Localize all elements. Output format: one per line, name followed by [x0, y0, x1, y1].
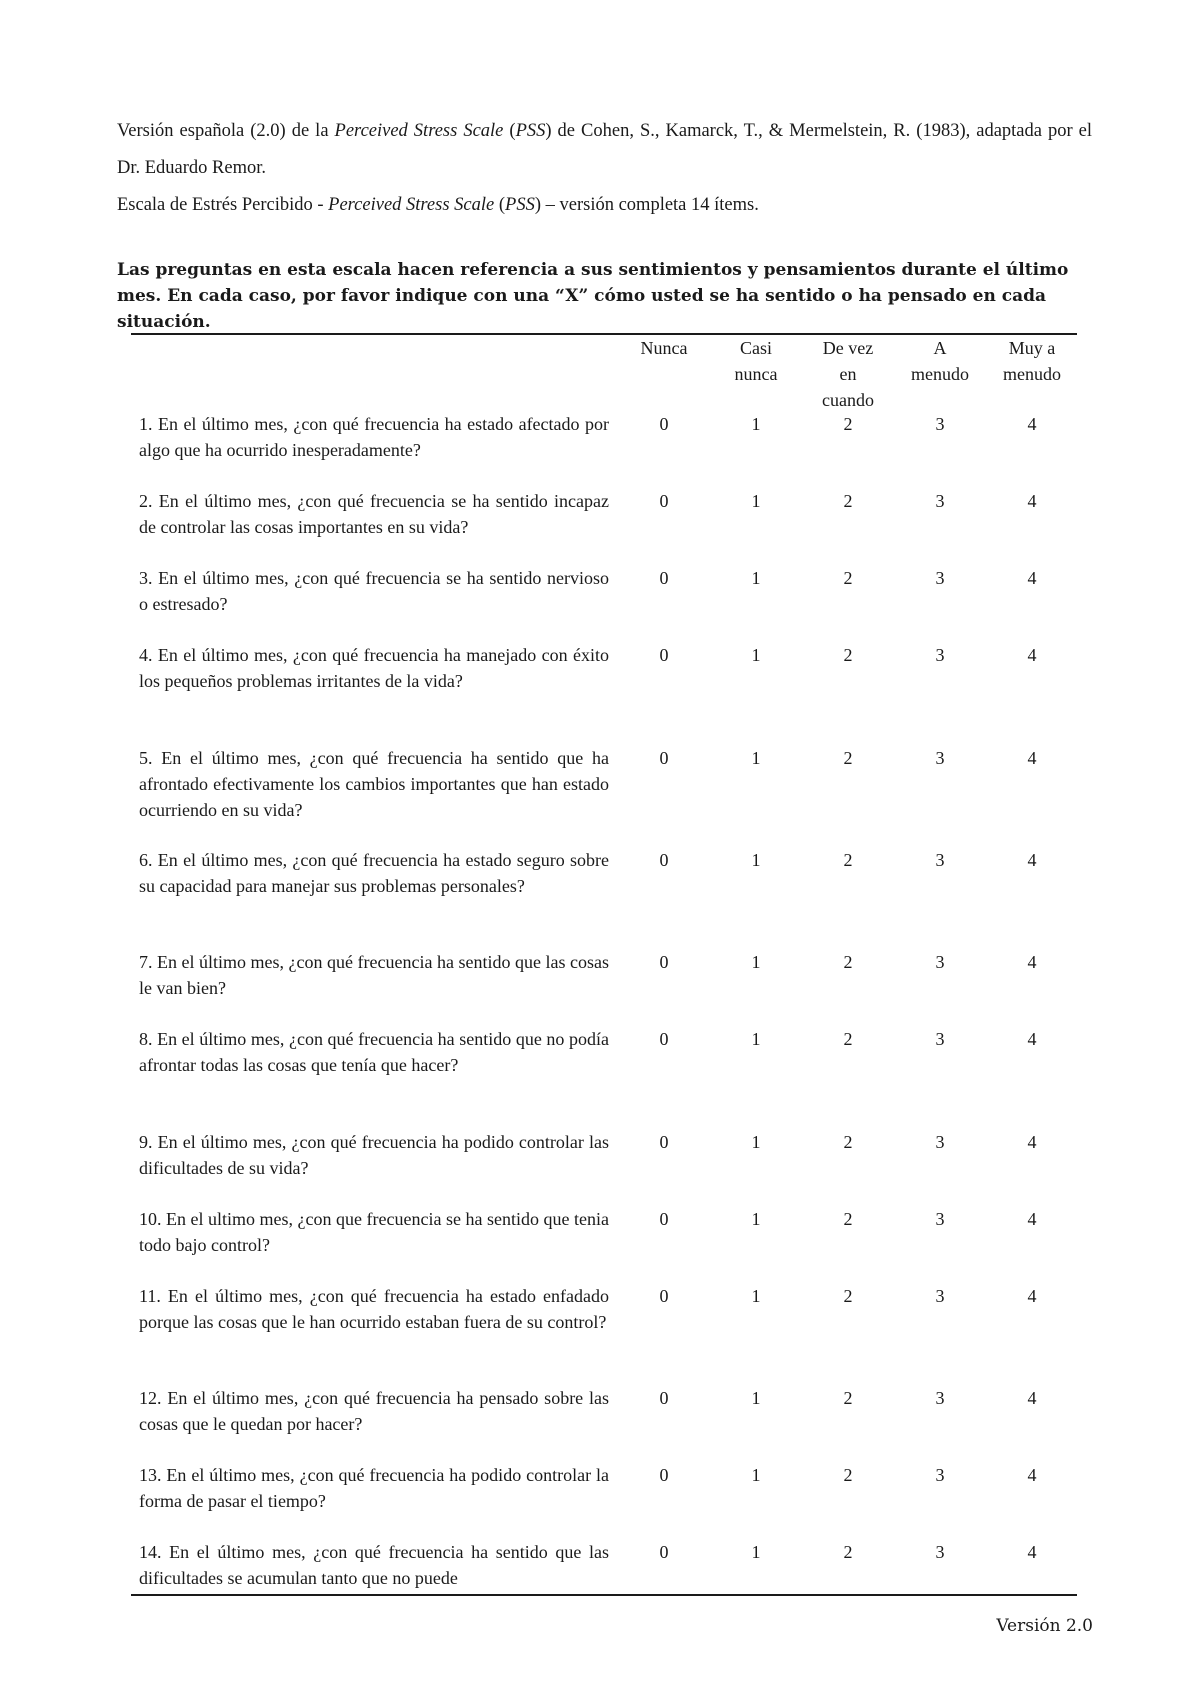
- question-text: 2. En el último mes, ¿con qué frecuencia se ha sentido incapaz de controlar las cosas importantes en su vida?: [139, 491, 609, 537]
- column-header-line: en: [839, 364, 857, 384]
- score-option[interactable]: 0: [659, 645, 669, 665]
- score-option[interactable]: 0: [659, 952, 669, 972]
- score-option[interactable]: 1: [751, 568, 761, 588]
- subtitle-paren: (: [494, 195, 506, 215]
- score-option[interactable]: 4: [1027, 1209, 1037, 1229]
- score-option[interactable]: 1: [751, 491, 761, 511]
- citation-scale-title: Perceived Stress Scale: [334, 121, 504, 141]
- column-header-line: cuando: [822, 390, 874, 410]
- question-item: [139, 1206, 609, 1258]
- score-option[interactable]: 3: [935, 1209, 945, 1229]
- question-text: 6. En el último mes, ¿con qué frecuencia ha estado seguro sobre su capacidad para manejar sus problemas personales?: [139, 850, 609, 896]
- version-footer: Versión 2.0: [996, 1616, 1093, 1636]
- column-header-line: A: [933, 338, 947, 358]
- question-item: [139, 1026, 609, 1078]
- question-item: [139, 488, 609, 540]
- score-option[interactable]: 2: [843, 1388, 853, 1408]
- column-header-line: Muy a: [1008, 338, 1056, 358]
- table-bottom-rule: [131, 1594, 1077, 1596]
- score-option[interactable]: 2: [843, 645, 853, 665]
- scale-subtitle: [117, 187, 1092, 224]
- score-option[interactable]: 4: [1027, 1542, 1037, 1562]
- question-text: 10. En el ultimo mes, ¿con que frecuencia se ha sentido que tenia todo bajo control?: [139, 1209, 609, 1255]
- question-text: 9. En el último mes, ¿con qué frecuencia ha podido controlar las dificultades de su vida?: [139, 1132, 609, 1178]
- score-option[interactable]: 4: [1027, 850, 1037, 870]
- instructions-text: Las preguntas en esta escala hacen referencia a sus sentimientos y pensamientos durante el último mes. En cada caso, por favor indique con una “X” cómo usted se ha sentido o ha pensado en cada situación.: [117, 260, 1069, 332]
- score-option[interactable]: 0: [659, 414, 669, 434]
- score-option[interactable]: 4: [1027, 1132, 1037, 1152]
- question-text: 7. En el último mes, ¿con qué frecuencia ha sentido que las cosas le van bien?: [139, 952, 609, 998]
- column-header-line: Nunca: [640, 338, 688, 358]
- score-option[interactable]: 0: [659, 1029, 669, 1049]
- score-option[interactable]: 1: [751, 1029, 761, 1049]
- score-option[interactable]: 2: [843, 1465, 853, 1485]
- question-item: [139, 949, 609, 1001]
- score-option[interactable]: 1: [751, 1388, 761, 1408]
- score-option[interactable]: 4: [1027, 414, 1037, 434]
- column-header: [802, 335, 894, 413]
- score-option[interactable]: 4: [1027, 952, 1037, 972]
- score-option[interactable]: 4: [1027, 1029, 1037, 1049]
- question-text: 13. En el último mes, ¿con qué frecuencia ha podido controlar la forma de pasar el tiempo?: [139, 1465, 609, 1511]
- score-option[interactable]: 2: [843, 1132, 853, 1152]
- score-option[interactable]: 1: [751, 1209, 761, 1229]
- score-option[interactable]: 0: [659, 1388, 669, 1408]
- column-header: [710, 335, 802, 387]
- score-option[interactable]: 1: [751, 850, 761, 870]
- question-text: 3. En el último mes, ¿con qué frecuencia se ha sentido nervioso o estresado?: [139, 568, 609, 614]
- question-text: 12. En el último mes, ¿con qué frecuencia ha pensado sobre las cosas que le quedan por hacer?: [139, 1388, 609, 1434]
- question-text: 14. En el último mes, ¿con qué frecuencia ha sentido que las dificultades se acumulan tanto que no puede: [139, 1542, 609, 1588]
- citation-line: [117, 113, 1092, 187]
- score-option[interactable]: 0: [659, 1132, 669, 1152]
- score-option[interactable]: 1: [751, 1465, 761, 1485]
- column-header-line: menudo: [1003, 364, 1061, 384]
- question-text: 5. En el último mes, ¿con qué frecuencia ha sentido que ha afrontado efectivamente los cambios importantes que han estado ocurriendo en su vida?: [139, 748, 609, 820]
- score-option[interactable]: 3: [935, 491, 945, 511]
- question-item: [139, 847, 609, 899]
- score-option[interactable]: 3: [935, 414, 945, 434]
- question-text: 1. En el último mes, ¿con qué frecuencia ha estado afectado por algo que ha ocurrido inesperadamente?: [139, 414, 609, 460]
- column-header: [894, 335, 986, 387]
- score-option[interactable]: 1: [751, 414, 761, 434]
- score-option[interactable]: 2: [843, 1542, 853, 1562]
- score-option[interactable]: 3: [935, 1029, 945, 1049]
- score-option[interactable]: 4: [1027, 1388, 1037, 1408]
- score-option[interactable]: 2: [843, 568, 853, 588]
- score-option[interactable]: 4: [1027, 491, 1037, 511]
- subtitle-text: Escala de Estrés Percibido -: [117, 195, 329, 215]
- score-option[interactable]: 0: [659, 850, 669, 870]
- score-option[interactable]: 1: [751, 1286, 761, 1306]
- score-option[interactable]: 1: [751, 1542, 761, 1562]
- score-option[interactable]: 2: [843, 414, 853, 434]
- column-header: [986, 335, 1078, 387]
- score-option[interactable]: 2: [843, 850, 853, 870]
- score-option[interactable]: 3: [935, 645, 945, 665]
- score-option[interactable]: 4: [1027, 1286, 1037, 1306]
- score-option[interactable]: 1: [751, 748, 761, 768]
- document-intro: [117, 113, 1092, 224]
- score-option[interactable]: 3: [935, 1286, 945, 1306]
- score-option[interactable]: 0: [659, 1465, 669, 1485]
- subtitle-version: ) – versión completa 14 ítems.: [534, 195, 759, 215]
- score-option[interactable]: 3: [935, 568, 945, 588]
- question-text: 8. En el último mes, ¿con qué frecuencia ha sentido que no podía afrontar todas las cosas que tenía que hacer?: [139, 1029, 609, 1075]
- score-option[interactable]: 3: [935, 952, 945, 972]
- score-option[interactable]: 3: [935, 1388, 945, 1408]
- column-header-line: menudo: [911, 364, 969, 384]
- question-item: [139, 1129, 609, 1181]
- score-option[interactable]: 0: [659, 1286, 669, 1306]
- score-option[interactable]: 0: [659, 1542, 669, 1562]
- question-item: [139, 565, 609, 617]
- question-item: [139, 1283, 609, 1335]
- citation-text: Versión española (2.0) de la: [117, 121, 335, 141]
- question-item: [139, 411, 609, 463]
- score-option[interactable]: 2: [843, 491, 853, 511]
- score-option[interactable]: 0: [659, 491, 669, 511]
- score-option[interactable]: 2: [843, 748, 853, 768]
- score-option[interactable]: 1: [751, 952, 761, 972]
- question-text: 4. En el último mes, ¿con qué frecuencia ha manejado con éxito los pequeños problemas irritantes de la vida?: [139, 645, 609, 691]
- score-option[interactable]: 0: [659, 1209, 669, 1229]
- subtitle-scale-title: Perceived Stress Scale: [328, 195, 495, 215]
- score-option[interactable]: 1: [751, 1132, 761, 1152]
- score-option[interactable]: 4: [1027, 748, 1037, 768]
- question-item: [139, 1385, 609, 1437]
- score-option[interactable]: 2: [843, 952, 853, 972]
- score-option[interactable]: 3: [935, 1465, 945, 1485]
- question-item: [139, 1539, 609, 1591]
- subtitle-scale-abbr: PSS: [505, 195, 535, 215]
- score-option[interactable]: 3: [935, 748, 945, 768]
- column-header-line: Casi: [739, 338, 772, 358]
- score-option[interactable]: 0: [659, 748, 669, 768]
- citation-paren: (: [503, 121, 516, 141]
- citation-scale-abbr: PSS: [515, 121, 546, 141]
- question-item: [139, 1462, 609, 1514]
- score-option[interactable]: 1: [751, 645, 761, 665]
- score-option[interactable]: 0: [659, 568, 669, 588]
- question-item: [139, 745, 609, 823]
- score-option[interactable]: 2: [843, 1029, 853, 1049]
- question-item: [139, 642, 609, 694]
- score-option[interactable]: 3: [935, 1542, 945, 1562]
- score-option[interactable]: 4: [1027, 645, 1037, 665]
- score-option[interactable]: 2: [843, 1286, 853, 1306]
- citation-authors: ) de Cohen, S., Kamarck, T., & Mermelstein, R. (1983), adaptada por el Dr. Eduardo Remor.: [117, 121, 1092, 178]
- column-header-line: De vez: [822, 338, 874, 358]
- score-option[interactable]: 3: [935, 1132, 945, 1152]
- score-option[interactable]: 4: [1027, 1465, 1037, 1485]
- score-option[interactable]: 2: [843, 1209, 853, 1229]
- question-text: 11. En el último mes, ¿con qué frecuencia ha estado enfadado porque las cosas que le han ocurrido estaban fuera de su control?: [139, 1286, 609, 1332]
- score-option[interactable]: 4: [1027, 568, 1037, 588]
- score-option[interactable]: 3: [935, 850, 945, 870]
- column-header-line: nunca: [734, 364, 778, 384]
- column-header: [618, 335, 710, 361]
